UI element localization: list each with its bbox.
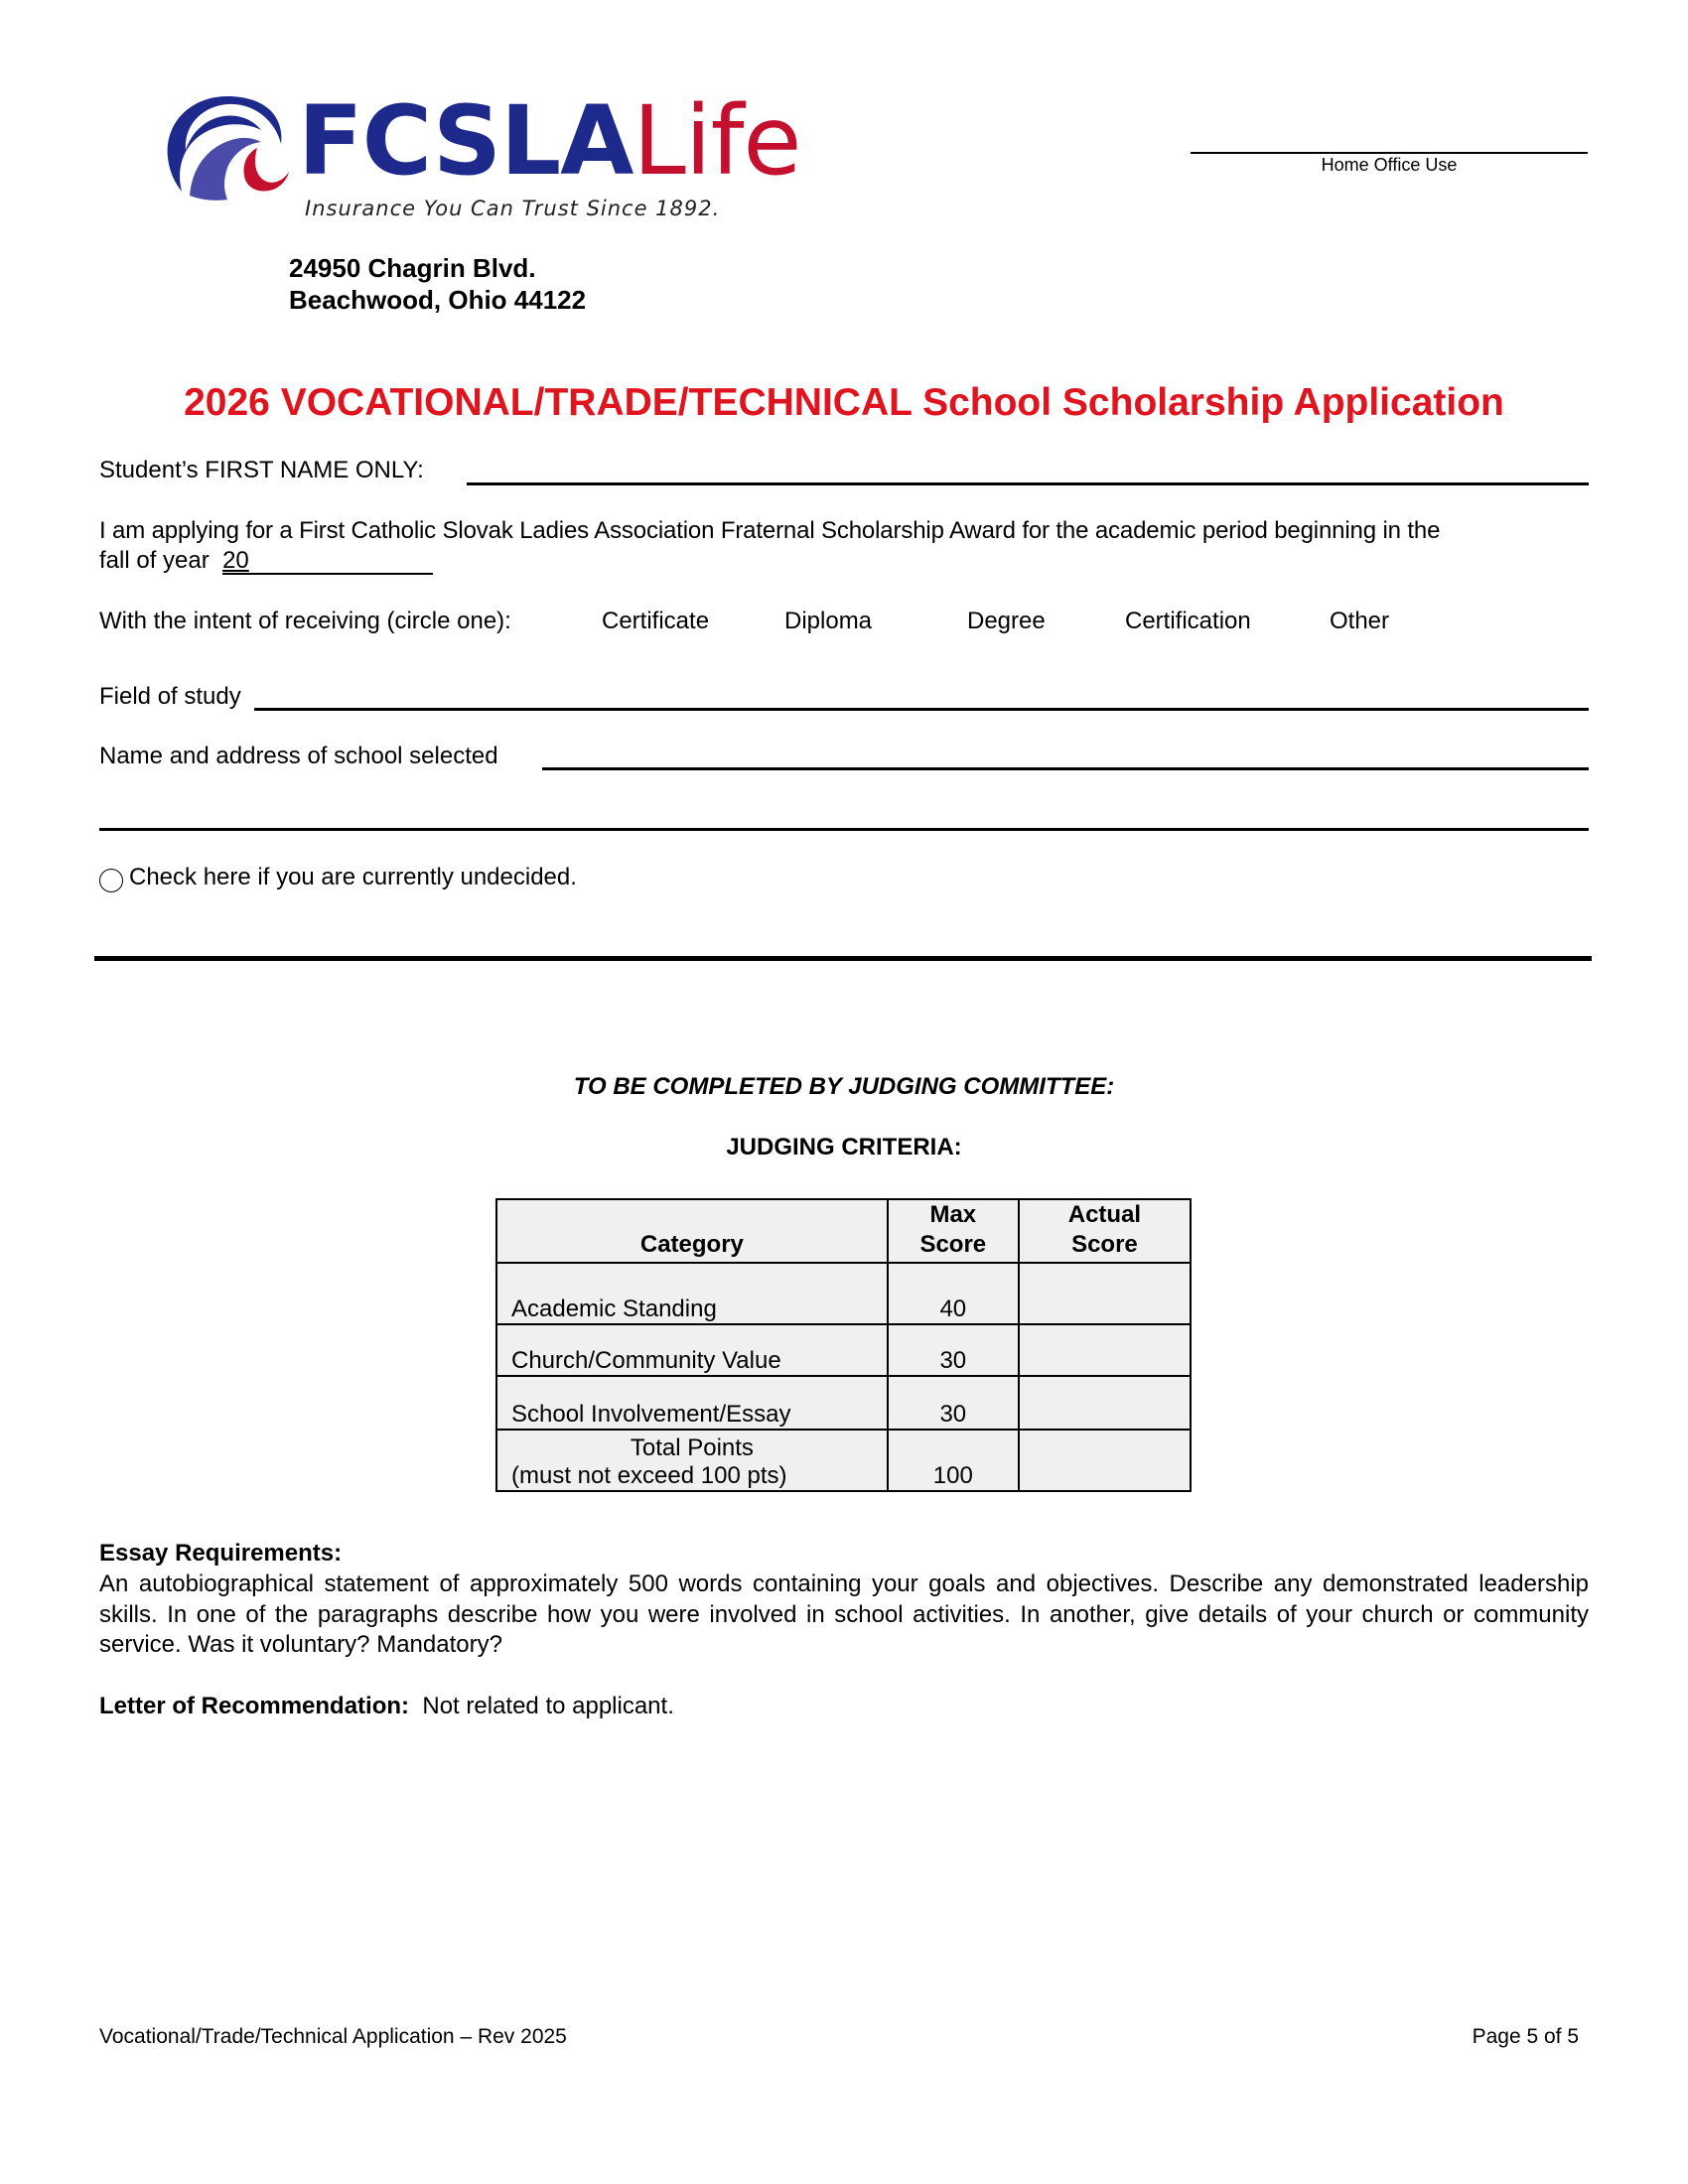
letter-text: Not related to applicant. [422,1693,674,1719]
footer-page-number: Page 5 of 5 [1472,2025,1579,2048]
total-actual-score-input[interactable] [1019,1430,1191,1491]
address-line-1: 24950 Chagrin Blvd. [289,253,536,283]
intent-label: With the intent of receiving (circle one): [99,608,511,634]
field-of-study-label: Field of study [99,683,241,710]
logo-wordmark [298,85,801,197]
footer-revision: Vocational/Trade/Technical Application – Rev 2025 [99,2025,567,2048]
table-total-row [496,1430,1191,1491]
logo-brand-light: Life [633,85,801,197]
essay-body: An autobiographical statement of approximately 500 words containing your goals and objectives. Describe any demonstrated leadership skills. In one of the paragraphs describe how you were involved in school activities. In another, give details of your church or community service. Was it voluntary? Mandatory? [99,1570,1589,1658]
criteria-heading: JUDGING CRITERIA: [726,1134,962,1160]
undecided-label: Check here if you are currently undecided. [129,864,577,890]
applying-statement [99,516,1589,576]
judging-criteria-table [495,1198,1192,1492]
intent-option-degree[interactable]: Degree [967,608,1046,634]
intent-option-certificate[interactable]: Certificate [602,608,710,634]
row-actual-score-input[interactable] [1019,1324,1191,1376]
header-max-line1: Max [929,1201,977,1228]
logo-swoosh-icon [162,92,293,204]
header-category: Category [496,1199,888,1263]
intent-option-diploma[interactable]: Diploma [784,608,873,634]
total-label-line1: Total Points [630,1434,754,1461]
row-category: Church/Community Value [496,1324,888,1376]
first-name-label: Student’s FIRST NAME ONLY: [99,457,424,483]
fall-year-prefix: 20 [222,547,249,574]
total-max-score: 100 [888,1430,1019,1491]
school-label: Name and address of school selected [99,743,498,769]
row-category: School Involvement/Essay [496,1376,888,1430]
letter-of-recommendation [99,1693,674,1720]
intent-option-other[interactable]: Other [1330,608,1390,634]
row-actual-score-input[interactable] [1019,1263,1191,1324]
table-header-row [496,1199,1191,1263]
school-field[interactable] [542,767,1589,770]
row-max-score: 40 [888,1263,1019,1324]
total-label-line2: (must not exceed 100 pts) [511,1462,787,1489]
school-field-line-2[interactable] [99,828,1589,831]
field-of-study-field[interactable] [254,708,1589,711]
table-row [496,1324,1191,1376]
home-office-label: Home Office Use [1321,155,1458,175]
home-office-line[interactable] [1191,152,1588,154]
committee-heading: TO BE COMPLETED BY JUDGING COMMITTEE: [573,1073,1115,1100]
intent-option-certification[interactable]: Certification [1125,608,1251,634]
section-divider [94,956,1592,961]
header-max-score [888,1199,1019,1263]
logo-tagline: Insurance You Can Trust Since 1892. [305,197,721,220]
row-actual-score-input[interactable] [1019,1376,1191,1430]
logo-brand-bold: FCSLA [298,85,633,197]
fall-year-label: fall of year [99,547,210,574]
first-name-field[interactable] [467,482,1589,485]
fall-year-row [99,546,1589,576]
row-category: Academic Standing [496,1263,888,1324]
row-max-score: 30 [888,1376,1019,1430]
total-label [496,1430,888,1491]
letter-label: Letter of Recommendation: [99,1693,410,1719]
header-actual-line1: Actual [1067,1201,1142,1228]
header-actual-line2: Score [1071,1231,1138,1258]
fall-year-field[interactable] [222,549,433,575]
row-max-score: 30 [888,1324,1019,1376]
undecided-radio[interactable] [99,869,123,892]
header-max-line2: Score [919,1231,987,1258]
table-row [496,1376,1191,1430]
table-row [496,1263,1191,1324]
essay-heading: Essay Requirements: [99,1540,343,1567]
applying-text: I am applying for a First Catholic Slovak Ladies Association Fraternal Scholarship Award for the academic period beginning in the [99,517,1441,544]
page-title: 2026 VOCATIONAL/TRADE/TECHNICAL School Scholarship Application [184,381,1504,424]
address-line-2: Beachwood, Ohio 44122 [289,285,587,315]
header-actual-score [1019,1199,1191,1263]
